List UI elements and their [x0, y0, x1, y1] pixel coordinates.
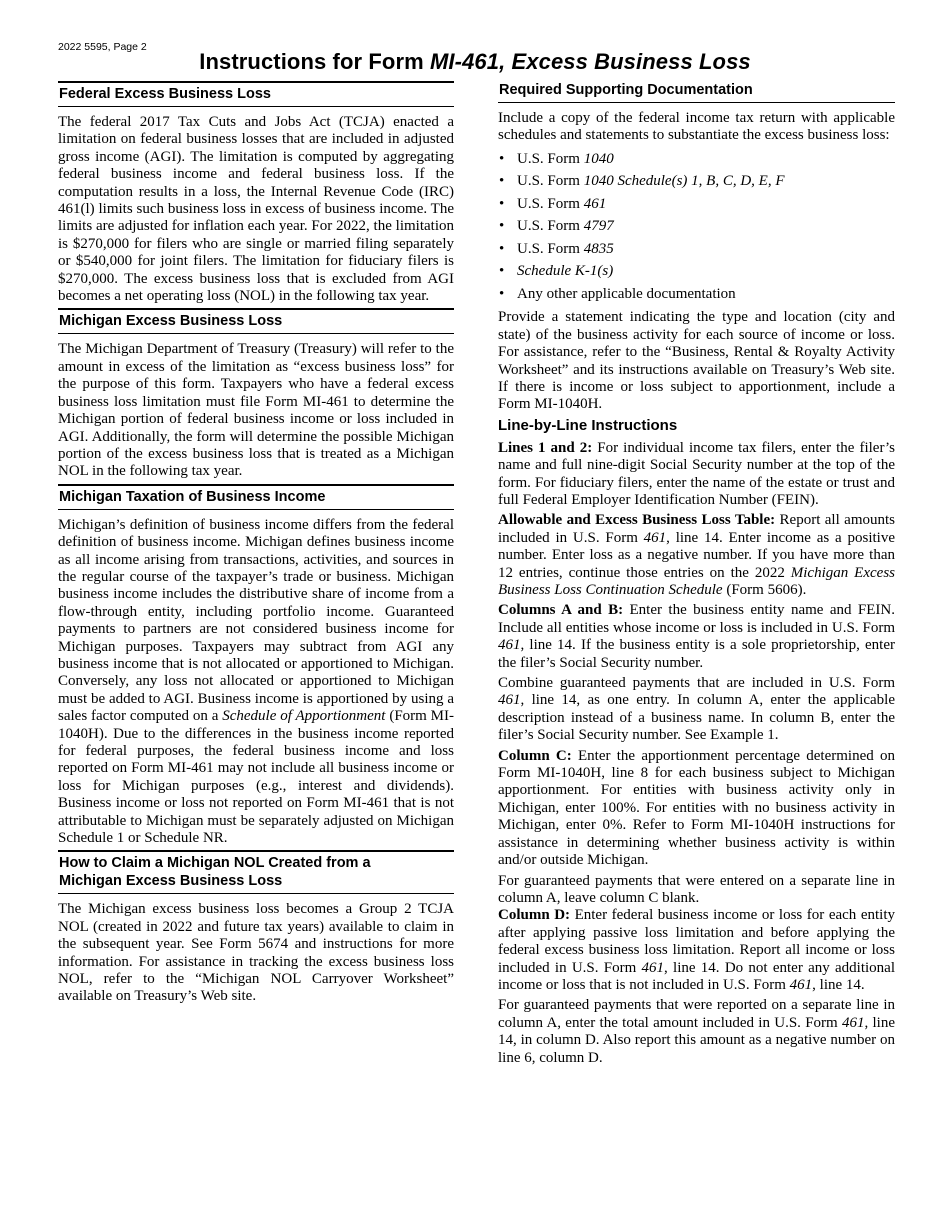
- line-by-line-instructions-heading: Line-by-Line Instructions: [498, 416, 678, 434]
- guaranteed-payments-column-d-note: For guaranteed payments that were reported on a separate line in column A, enter the total amount included in U.S. Form 461, line 14, in column D. Also report this amount as a negative number on line 6, column D.: [498, 997, 896, 1066]
- bullet-item: • U.S. Form 1040: [498, 148, 895, 171]
- federal-excess-business-loss-heading: Federal Excess Business Loss: [58, 81, 454, 107]
- column-c-instructions: Column C: Enter the apportionment percentage determined on Form MI-1040H, line 8 for each business subject to Michigan apportionment. For entities with business activity only in Michigan, enter 100%. For entities with no business activity in Michigan, enter 0%. Refer to Form MI-1040H instructions for assistance in determining whether business activity is within and/or outside Michigan.: [498, 747, 895, 869]
- page-identifier: 2022 5595, Page 2: [58, 41, 147, 53]
- business-activity-statement-text: Provide a statement indicating the type and location (city and state) of the business activity for each source of income or loss. For assistance, refer to the “Business, Rental & Royalty Activity Worksheet” and its instructions available on Treasury’s Web site. If there is income or loss subject to apportionment, include a Form MI-1040H.: [498, 309, 895, 413]
- taxation-text-part-1: Michigan’s definition of business income differs from the federal definition of business income. Michigan defines business income as all income arising from transactions, activities, and sources in the regular course of the taxpayer’s trade or business. Michigan business income includes the distributive share of income from a flow-through entity, including portfolio income. Guaranteed payments to partners are not considered business income for Michigan purposes. Taxpayers may subtract from AGI any business income that is not allocated or apportioned to Michigan. Conversely, any loss not allocated or apportioned to Michigan must be added to AGI. Business income is apportioned by using a sales factor computed on a: [58, 516, 454, 725]
- bullet-item: • Schedule K-1(s): [498, 260, 895, 283]
- bullet-item: • U.S. Form 4835: [498, 238, 895, 261]
- columns-a-b-instructions: Columns A and B: Enter the business entity name and FEIN. Include all entities whose income or loss is included in U.S. Form 461, line 14. If the business entity is a sole proprietorship, enter the filer’s Social Security number.: [498, 602, 895, 671]
- loss-table-instructions: Allowable and Excess Business Loss Table: Report all amounts included in U.S. Form 461, line 14. Enter income as a positive number. Enter loss as a negative number. If you have more than 12 entries, continue those entries on the 2022 Michigan Excess Business Loss Continuation Schedule (Form 5606).: [498, 512, 895, 598]
- michigan-taxation-heading: Michigan Taxation of Business Income: [58, 484, 454, 510]
- required-supporting-documentation-heading: Required Supporting Documentation: [498, 81, 895, 103]
- right-column: [498, 81, 895, 1070]
- page-title: [0, 49, 950, 75]
- lines-1-2-instructions: Lines 1 and 2: For individual income tax filers, enter the filer’s name and full nine-digit Social Security number at the top of the form. For fiduciary filers, enter the name of the estate or trust and full Federal Employer Identification Number (FEIN).: [498, 439, 895, 508]
- taxation-text-part-2: (Form MI-1040H). Due to the differences in the business income reported for federal purposes, the federal business income and loss reported on Form MI-461 may not include all business income or loss for Michigan purposes (e.g., interest and dividends). Business income or loss not reported on Form MI-461 that is not attributable to Michigan must be separately adjusted on Michigan Schedule 1 or Schedule NR.: [58, 708, 455, 847]
- michigan-excess-business-loss-heading: Michigan Excess Business Loss: [58, 308, 454, 334]
- bullet-item: • U.S. Form 4797: [498, 215, 895, 238]
- column-d-instructions: Column D: Enter federal business income or loss for each entity after applying passive loss limitation and before applying the federal excess business loss limitation. Report all income or loss included in U.S. Form 461, line 14. Do not enter any additional income or loss that is not included in U.S. Form 461, line 14.: [498, 907, 896, 993]
- schedule-of-apportionment-ref: Schedule of Apportionment: [222, 708, 386, 725]
- federal-excess-business-loss-text: The federal 2017 Tax Cuts and Jobs Act (TCJA) enacted a limitation on federal business losses that are included in adjusted gross income (AGI). The limitation is computed by aggregating federal business income and federal business loss. If the computation results in a loss, the Internal Revenue Code (IRC) 461(l) limits such business loss in excess of business income. The limits are adjusted for inflation each year. For 2022, the limitation is $270,000 for filers who are single or married filing separately or $540,000 for joint filers. The limitation for fiduciary filers is $270,000. The excess business loss that is excluded from AGI becomes a net operating loss (NOL) in the following tax year.: [58, 114, 454, 305]
- bullet-item: • U.S. Form 461: [498, 193, 895, 216]
- claim-michigan-nol-text: The Michigan excess business loss becomes a Group 2 TCJA NOL (created in 2022 and future tax years) available to claim in the subsequent year. See Form 5674 and instructions for more information. For assistance in tracking the excess business loss NOL, refer to the “Michigan NOL Carryover Worksheet” available on Treasury’s Web site.: [58, 901, 454, 1005]
- claim-nol-heading-line-1: How to Claim a Michigan NOL Created from a: [59, 855, 371, 872]
- bullet-item: • U.S. Form 1040 Schedule(s) 1, B, C, D, E, F: [498, 170, 895, 193]
- claim-nol-heading-line-2: Michigan Excess Business Loss: [59, 873, 283, 890]
- michigan-taxation-text: [58, 517, 454, 848]
- title-prefix: Instructions for Form: [199, 49, 430, 74]
- supporting-documentation-intro: Include a copy of the federal income tax return with applicable schedules and statements to substantiate the excess business loss:: [498, 110, 895, 144]
- michigan-excess-business-loss-text: The Michigan Department of Treasury (Treasury) will refer to the amount in excess of the limitation as “excess business loss” for the purpose of this form. Taxpayers who have a federal excess business loss limitation must file Form MI-461 to determine the Michigan portion of federal business income or loss included in AGI. Additionally, the form will determine the possible Michigan portion of the excess business loss that is treated as a Michigan NOL in the following tax year.: [58, 341, 454, 480]
- left-column: [58, 81, 454, 1009]
- claim-michigan-nol-heading: [58, 850, 454, 894]
- documentation-bullet-list: [498, 148, 895, 306]
- guaranteed-payments-column-c-note: For guaranteed payments that were entered on a separate line in column A, leave column C blank.: [498, 872, 895, 906]
- title-form-name: MI-461, Excess Business Loss: [430, 49, 751, 74]
- combine-guaranteed-payments-text: Combine guaranteed payments that are included in U.S. Form 461, line 14, as one entry. In column A, enter the applicable description instead of a business name. In column B, enter the filer’s Social Security number. See Example 1.: [498, 675, 895, 744]
- bullet-item: • Any other applicable documentation: [498, 283, 895, 306]
